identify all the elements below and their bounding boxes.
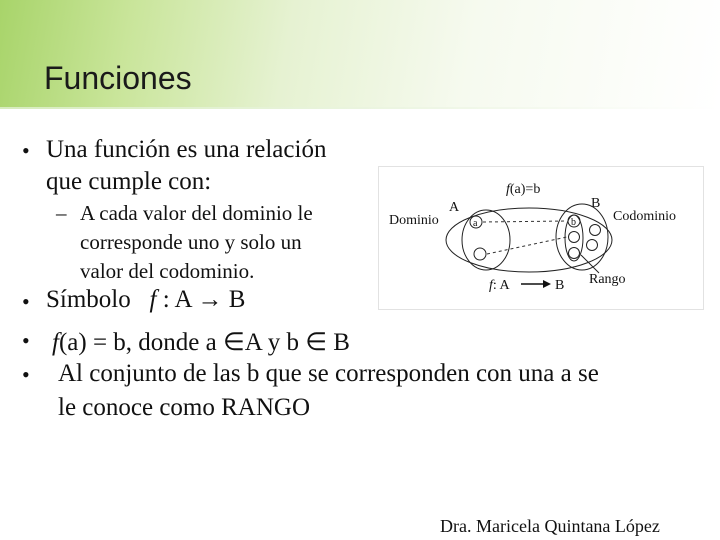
element-B-3 xyxy=(569,248,580,259)
bullet-2-mapping: : A → B xyxy=(162,286,246,313)
label-set-B: B xyxy=(591,196,601,211)
bullet-1-line-2: que cumple con: xyxy=(46,168,212,195)
diagram-bottom-f: f xyxy=(489,278,493,293)
bullet-marker: • xyxy=(22,289,30,314)
bullet-marker: • xyxy=(22,328,30,353)
element-A-2 xyxy=(474,248,486,260)
label-element-a: a xyxy=(473,218,478,229)
element-B-2 xyxy=(569,232,580,243)
bullet-3-text xyxy=(52,327,350,357)
bullet-marker: • xyxy=(22,138,30,163)
mapping-arrow-2 xyxy=(487,237,567,254)
bullet-3-function-symbol: f xyxy=(52,329,59,356)
diagram-top-f: f xyxy=(506,182,510,197)
label-rango: Rango xyxy=(589,272,626,287)
bullet-3-expression: (a) = b, donde a ∈A y b ∈ B xyxy=(58,329,350,356)
label-codominio: Codominio xyxy=(613,209,677,224)
sub-bullet-line-3: valor del codominio. xyxy=(80,259,255,283)
bullet-2-label: Símbolo xyxy=(46,286,131,313)
bullet-4-line-2: le conoce como RANGO xyxy=(58,394,311,421)
function-diagram xyxy=(378,166,704,310)
title-divider xyxy=(0,107,720,109)
set-A-ellipse xyxy=(462,210,510,270)
element-B-5 xyxy=(587,240,598,251)
bullet-2-text xyxy=(46,286,245,314)
sub-bullet-marker: – xyxy=(56,201,67,225)
set-B-ellipse xyxy=(556,204,608,270)
diagram-bottom-arrowhead xyxy=(543,280,551,288)
bullet-1-line-1: Una función es una relación xyxy=(46,136,327,163)
slide-footer-author: Dra. Maricela Quintana López xyxy=(440,516,660,536)
outer-ellipse xyxy=(446,208,612,272)
bullet-marker: • xyxy=(22,362,30,387)
bullet-2-function-symbol: f xyxy=(149,286,157,313)
mapping-arrow-1 xyxy=(483,221,567,222)
diagram-top-rest: (a)=b xyxy=(509,182,541,197)
diagram-bottom-label xyxy=(489,278,511,293)
diagram-bottom-A: : A xyxy=(492,278,510,293)
function-diagram-svg xyxy=(379,167,703,309)
diagram-bottom-B: B xyxy=(555,278,565,293)
label-element-b: b xyxy=(571,217,576,228)
bullet-4-line-1: Al conjunto de las b que se corresponden con una a se xyxy=(58,360,599,387)
slide-title: Funciones xyxy=(44,60,192,96)
element-B-4 xyxy=(590,225,601,236)
sub-bullet-line-2: corresponde uno y solo un xyxy=(80,230,302,254)
sub-bullet-line-1: A cada valor del dominio le xyxy=(80,201,313,225)
label-dominio: Dominio xyxy=(389,213,439,228)
diagram-top-label xyxy=(506,182,540,197)
label-set-A: A xyxy=(449,200,460,215)
